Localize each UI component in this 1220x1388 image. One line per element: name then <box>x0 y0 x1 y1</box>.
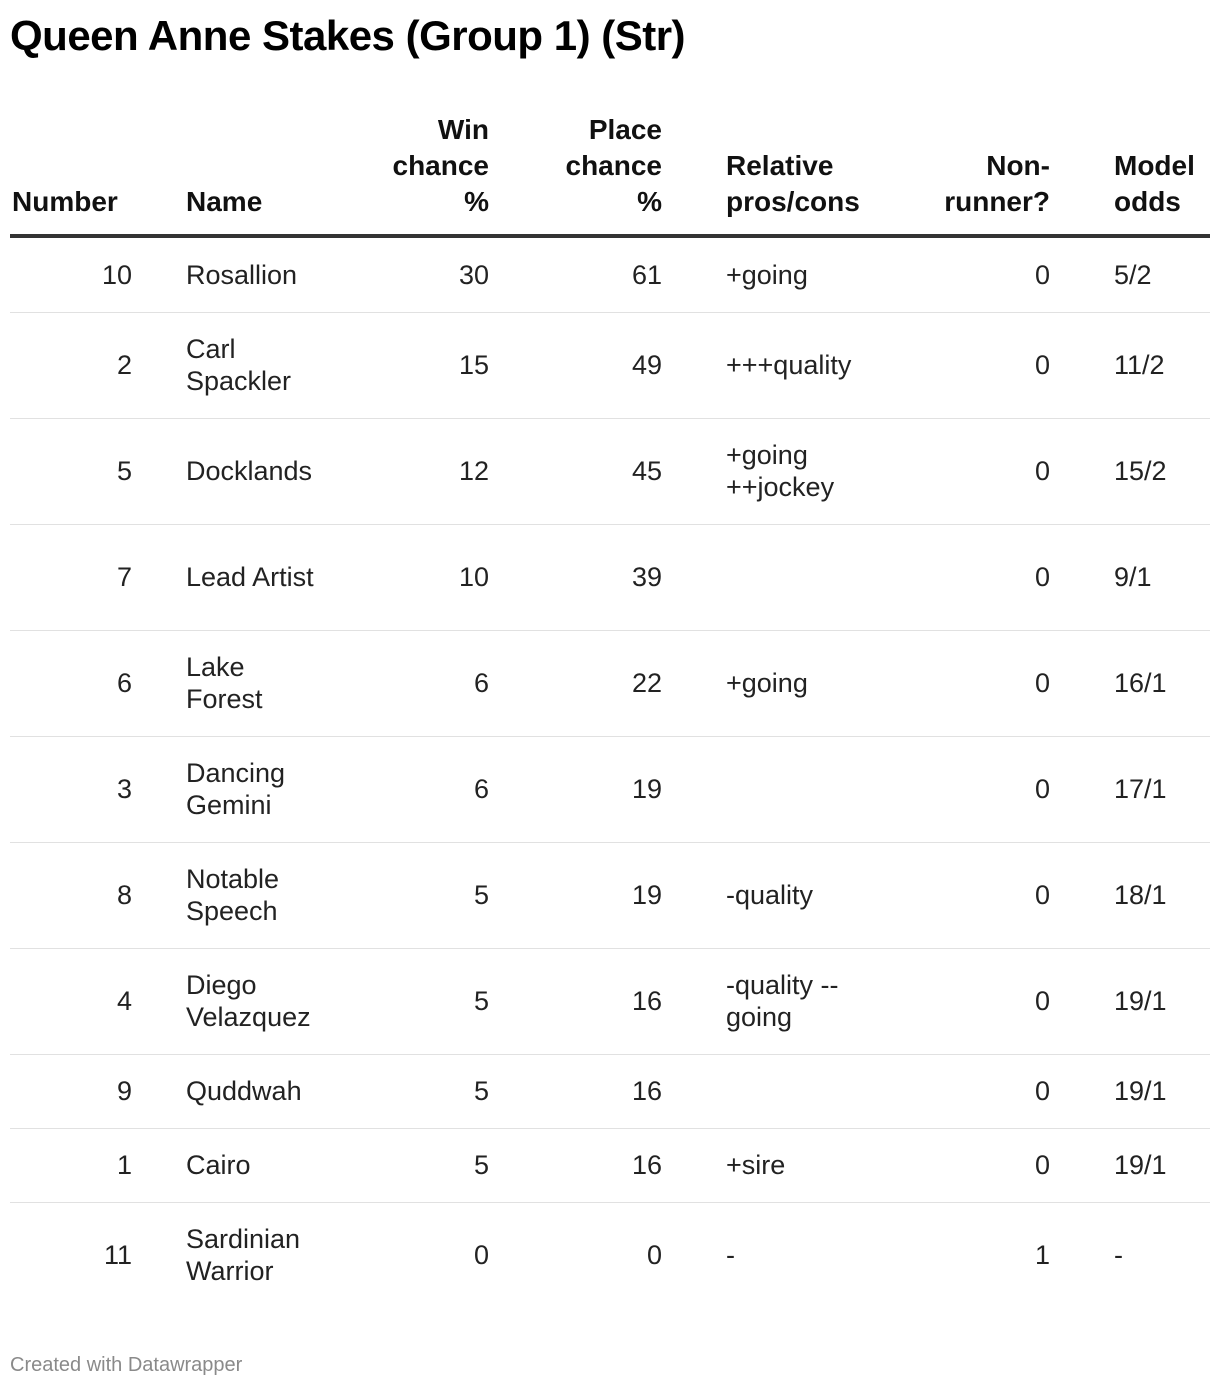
cell-odds: 19/1 <box>1050 1128 1210 1202</box>
cell-odds: 19/1 <box>1050 948 1210 1054</box>
cell-relative <box>662 736 842 842</box>
cell-number: 10 <box>10 236 166 312</box>
cell-relative: +++quality <box>662 312 842 418</box>
chart-title: Queen Anne Stakes (Group 1) (Str) <box>10 12 686 59</box>
cell-odds: 5/2 <box>1050 236 1210 312</box>
table-row <box>10 1128 1210 1202</box>
cell-nonrunner: 0 <box>842 842 1050 948</box>
cell-number: 3 <box>10 736 166 842</box>
cell-odds: 11/2 <box>1050 312 1210 418</box>
cell-odds: 9/1 <box>1050 524 1210 630</box>
cell-nonrunner: 1 <box>1034 1240 1050 1271</box>
cell-nonrunner: 0 <box>842 948 1050 1054</box>
cell-relative: +going <box>662 236 842 312</box>
cell-win-chance: 10 <box>320 524 489 630</box>
cell-place-chance: 16 <box>489 1054 662 1128</box>
cell-nonrunner: 0 <box>842 312 1050 418</box>
cell-name: Lake Forest <box>166 630 320 736</box>
cell-nonrunner: 0 <box>842 736 1050 842</box>
cell-place-chance: 22 <box>489 630 662 736</box>
cell-name: Sardinian Warrior <box>186 1224 301 1287</box>
cell-nonrunner: 0 <box>842 236 1050 312</box>
cell-relative: -quality --going <box>662 948 842 1054</box>
cell-win-chance: 0 <box>473 1240 489 1271</box>
cell-relative <box>662 1054 842 1128</box>
cell-name: Carl Spackler <box>166 312 320 418</box>
header-place-chance[interactable]: Place chance % <box>489 112 662 236</box>
cell-name: Diego Velazquez <box>166 948 320 1054</box>
cell-win-chance: 15 <box>320 312 489 418</box>
footer-credit: Created with Datawrapper <box>10 1354 243 1376</box>
table-row <box>10 418 1210 524</box>
cell-number: 1 <box>10 1128 166 1202</box>
cell-odds: 18/1 <box>1050 842 1210 948</box>
cell-name: Rosallion <box>166 236 320 312</box>
cell-place-chance: 0 <box>646 1240 662 1271</box>
cell-number: 4 <box>10 948 166 1054</box>
cell-odds: 19/1 <box>1050 1054 1210 1128</box>
cell-place-chance: 19 <box>489 842 662 948</box>
cell-nonrunner: 0 <box>842 524 1050 630</box>
cell-name: Lead Artist <box>166 524 320 630</box>
race-table <box>10 112 1210 1308</box>
header-nonrunner[interactable]: Non-runner? <box>842 112 1050 236</box>
cell-name: Docklands <box>166 418 320 524</box>
cell-place-chance: 19 <box>489 736 662 842</box>
cell-win-chance: 12 <box>320 418 489 524</box>
header-win-chance[interactable]: Win chance % <box>320 112 489 236</box>
table-row <box>10 524 1210 630</box>
cell-number: 9 <box>10 1054 166 1128</box>
cell-nonrunner: 0 <box>842 1054 1050 1128</box>
cell-relative: -quality <box>662 842 842 948</box>
cell-place-chance: 16 <box>489 948 662 1054</box>
header-relative[interactable]: Relative pros/cons <box>662 112 842 236</box>
cell-number: 2 <box>10 312 166 418</box>
cell-place-chance: 45 <box>489 418 662 524</box>
cell-relative: - <box>726 1240 735 1271</box>
table-row <box>10 236 1210 312</box>
cell-nonrunner: 0 <box>842 630 1050 736</box>
cell-nonrunner: 0 <box>842 1128 1050 1202</box>
cell-relative <box>662 524 842 630</box>
table-row <box>10 1054 1210 1128</box>
table-row <box>10 312 1210 418</box>
header-odds[interactable]: Model odds <box>1050 112 1210 236</box>
cell-number: 11 <box>103 1240 132 1271</box>
cell-number: 8 <box>10 842 166 948</box>
cell-odds: 17/1 <box>1050 736 1210 842</box>
table-row <box>10 948 1210 1054</box>
cell-win-chance: 5 <box>320 948 489 1054</box>
cell-odds: 16/1 <box>1050 630 1210 736</box>
cell-number: 6 <box>10 630 166 736</box>
table-row <box>10 842 1210 948</box>
cell-relative: +going <box>662 630 842 736</box>
cell-number: 5 <box>10 418 166 524</box>
cell-name: Cairo <box>166 1128 320 1202</box>
cell-win-chance: 5 <box>320 1128 489 1202</box>
cell-odds: - <box>1114 1240 1123 1271</box>
cell-name: Dancing Gemini <box>166 736 320 842</box>
cell-win-chance: 6 <box>320 736 489 842</box>
cell-place-chance: 61 <box>489 236 662 312</box>
table-row <box>10 736 1210 842</box>
cell-place-chance: 16 <box>489 1128 662 1202</box>
cell-relative: +going ++jockey <box>662 418 842 524</box>
table-row <box>10 630 1210 736</box>
header-number[interactable]: Number <box>10 112 166 236</box>
cell-number: 7 <box>10 524 166 630</box>
cell-win-chance: 5 <box>320 1054 489 1128</box>
cell-nonrunner: 0 <box>842 418 1050 524</box>
table-row <box>10 1202 1210 1308</box>
cell-name: Quddwah <box>166 1054 320 1128</box>
header-name[interactable]: Name <box>166 112 320 236</box>
header-row <box>10 112 1210 236</box>
cell-relative: +sire <box>662 1128 842 1202</box>
cell-win-chance: 5 <box>320 842 489 948</box>
cell-win-chance: 30 <box>320 236 489 312</box>
cell-name: Notable Speech <box>166 842 320 948</box>
cell-win-chance: 6 <box>320 630 489 736</box>
cell-place-chance: 49 <box>489 312 662 418</box>
cell-place-chance: 39 <box>489 524 662 630</box>
cell-odds: 15/2 <box>1050 418 1210 524</box>
